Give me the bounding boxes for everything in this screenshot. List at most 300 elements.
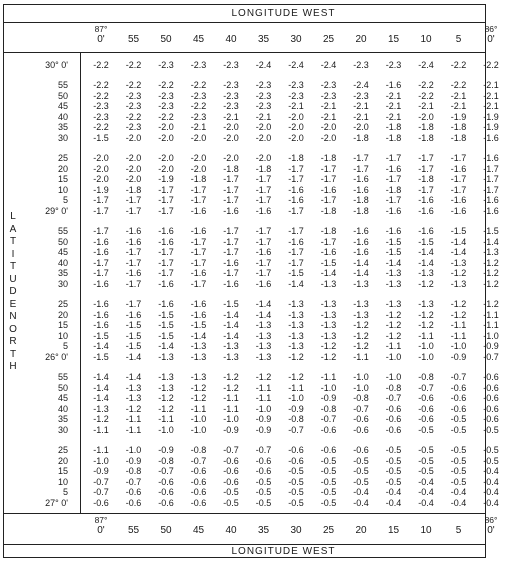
table-cell: -2.0 bbox=[190, 132, 207, 143]
longitude-title-top: LONGITUDE WEST bbox=[231, 8, 336, 19]
table-cell: -1.3 bbox=[125, 393, 142, 403]
table-cell: -2.1 bbox=[320, 111, 337, 122]
table-cell: -0.6 bbox=[190, 487, 207, 497]
latitude-row-label: 55 bbox=[57, 80, 68, 90]
latitude-row-label: 55 bbox=[57, 372, 68, 382]
table-cell: -1.4 bbox=[353, 257, 369, 268]
table-cell: -1.0 bbox=[385, 351, 402, 362]
table-cell: -1.6 bbox=[190, 309, 207, 320]
table-cell: -2.0 bbox=[190, 163, 207, 174]
table-cell: -2.1 bbox=[190, 122, 207, 132]
table-cell: -1.7 bbox=[125, 278, 142, 289]
table-cell: -1.0 bbox=[93, 455, 109, 466]
table-row bbox=[4, 90, 499, 101]
table-cell: -0.6 bbox=[320, 445, 337, 455]
table-cell: -1.7 bbox=[483, 174, 499, 184]
table-row bbox=[4, 205, 499, 216]
table-cell: -1.5 bbox=[385, 236, 402, 247]
table-cell: -1.3 bbox=[288, 309, 304, 320]
table-cell: -0.5 bbox=[288, 476, 304, 487]
table-cell: -1.1 bbox=[353, 351, 369, 362]
table-cell: -0.9 bbox=[450, 351, 467, 362]
table-row bbox=[4, 299, 499, 309]
table-cell: -1.6 bbox=[158, 236, 174, 247]
table-cell: -1.3 bbox=[418, 299, 434, 309]
table-cell: -1.6 bbox=[288, 236, 304, 247]
table-cell: -1.2 bbox=[353, 341, 369, 351]
table-cell: -1.8 bbox=[223, 163, 239, 174]
table-cell: -2.1 bbox=[288, 101, 304, 111]
table-cell: -1.4 bbox=[93, 393, 109, 403]
table-cell: -1.6 bbox=[353, 174, 369, 184]
table-cell: -1.4 bbox=[255, 299, 272, 309]
table-cell: -2.3 bbox=[288, 80, 304, 90]
latitude-row-label: 50 bbox=[57, 236, 68, 247]
table-cell: -1.7 bbox=[190, 247, 207, 257]
table-cell: -2.2 bbox=[125, 60, 142, 70]
table-cell: -1.6 bbox=[483, 132, 499, 143]
table-cell: -2.2 bbox=[190, 80, 207, 90]
table-cell: -1.8 bbox=[320, 226, 337, 236]
table-cell: -1.7 bbox=[320, 195, 337, 205]
table-cell: -1.0 bbox=[190, 424, 207, 435]
table-cell: -2.3 bbox=[255, 80, 272, 90]
table-cell: -1.6 bbox=[450, 205, 467, 216]
table-cell: -2.2 bbox=[125, 111, 142, 122]
table-cell: -1.6 bbox=[125, 236, 142, 247]
table-cell: -2.0 bbox=[353, 122, 369, 132]
table-cell: -2.1 bbox=[353, 101, 369, 111]
table-row bbox=[4, 122, 499, 132]
table-cell: -1.4 bbox=[93, 372, 109, 382]
table-cell: -1.5 bbox=[158, 309, 174, 320]
table-cell: -1.2 bbox=[93, 414, 109, 424]
latitude-row-label: 45 bbox=[57, 101, 68, 111]
table-cell: -1.2 bbox=[450, 309, 467, 320]
table-cell: -0.6 bbox=[255, 466, 272, 476]
latitude-row-label: 15 bbox=[57, 466, 68, 476]
table-cell: -1.5 bbox=[158, 330, 174, 341]
table-cell: -2.1 bbox=[255, 111, 272, 122]
table-cell: -1.3 bbox=[158, 382, 174, 393]
table-cell: -0.8 bbox=[190, 445, 207, 455]
table-row bbox=[4, 111, 499, 122]
longitude-column-header bbox=[214, 34, 248, 45]
table-cell: -1.4 bbox=[418, 247, 434, 257]
table-cell: -1.0 bbox=[353, 382, 369, 393]
table-cell: -1.2 bbox=[353, 320, 369, 330]
table-cell: -2.3 bbox=[158, 60, 174, 70]
table-cell: -0.8 bbox=[125, 466, 142, 476]
table-cell: -1.1 bbox=[125, 414, 142, 424]
table-cell: -1.9 bbox=[158, 174, 174, 184]
table-cell: -2.0 bbox=[125, 132, 142, 143]
table-cell: -0.6 bbox=[418, 403, 434, 414]
table-cell: -1.7 bbox=[288, 226, 304, 236]
table-cell: -1.9 bbox=[483, 122, 499, 132]
latitude-row-label: 30 bbox=[57, 132, 68, 143]
table-row bbox=[4, 372, 499, 382]
table-row bbox=[4, 403, 499, 414]
table-cell: -1.7 bbox=[223, 236, 239, 247]
table-cell: -0.9 bbox=[288, 403, 304, 414]
table-cell: -1.3 bbox=[288, 341, 304, 351]
table-cell: -1.3 bbox=[450, 257, 467, 268]
table-cell: -2.0 bbox=[255, 122, 272, 132]
table-cell: -1.8 bbox=[125, 184, 142, 195]
table-cell: -1.1 bbox=[255, 382, 272, 393]
table-cell: -2.2 bbox=[190, 101, 207, 111]
table-cell: -1.7 bbox=[158, 195, 174, 205]
table-cell: -0.6 bbox=[385, 414, 402, 424]
table-cell: -0.5 bbox=[483, 424, 499, 435]
table-cell: -0.6 bbox=[158, 487, 174, 497]
table-cell: -1.1 bbox=[418, 330, 434, 341]
table-cell: -0.5 bbox=[418, 424, 434, 435]
table-cell: -1.4 bbox=[450, 247, 467, 257]
longitude-minute: 5 bbox=[455, 34, 462, 45]
table-cell: -1.5 bbox=[93, 351, 109, 362]
latitude-row-label: 35 bbox=[57, 122, 68, 132]
table-cell: -1.6 bbox=[255, 278, 272, 289]
table-cell: -1.7 bbox=[158, 257, 174, 268]
longitude-minute: 35 bbox=[257, 525, 270, 536]
table-cell: -0.7 bbox=[353, 403, 369, 414]
latitude-row-label: 15 bbox=[57, 174, 68, 184]
table-cell: -0.6 bbox=[353, 414, 369, 424]
longitude-minute: 35 bbox=[257, 34, 270, 45]
table-cell: -0.4 bbox=[483, 476, 499, 487]
table-cell: -2.0 bbox=[93, 163, 109, 174]
table-cell: -0.7 bbox=[483, 351, 499, 362]
table-cell: -0.6 bbox=[190, 497, 207, 508]
table-cell: -2.2 bbox=[93, 90, 109, 101]
table-cell: -1.3 bbox=[353, 309, 369, 320]
table-cell: -1.1 bbox=[158, 414, 174, 424]
latitude-row-label: 10 bbox=[57, 476, 68, 487]
table-cell: -1.6 bbox=[223, 278, 239, 289]
table-cell: -1.3 bbox=[190, 341, 207, 351]
table-cell: -2.2 bbox=[483, 60, 499, 70]
table-cell: -0.6 bbox=[320, 424, 337, 435]
table-cell: -1.5 bbox=[418, 236, 434, 247]
longitude-minute: 25 bbox=[322, 525, 335, 536]
table-cell: -1.7 bbox=[125, 205, 142, 216]
table-cell: -1.7 bbox=[255, 195, 272, 205]
table-cell: -2.2 bbox=[158, 111, 174, 122]
table-cell: -1.1 bbox=[320, 372, 337, 382]
table-row bbox=[4, 257, 499, 268]
table-cell: -1.7 bbox=[190, 236, 207, 247]
table-cell: -1.8 bbox=[255, 163, 272, 174]
table-cell: -2.1 bbox=[385, 90, 402, 101]
table-cell: -1.3 bbox=[288, 330, 304, 341]
latitude-row-label: 5 bbox=[62, 195, 68, 205]
table-cell: -1.6 bbox=[353, 184, 369, 195]
table-cell: -2.2 bbox=[418, 90, 434, 101]
table-cell: -2.1 bbox=[483, 80, 499, 90]
table-cell: -2.3 bbox=[158, 90, 174, 101]
table-cell: -2.3 bbox=[190, 111, 207, 122]
table-cell: -1.6 bbox=[288, 184, 304, 195]
table-cell: -0.5 bbox=[450, 424, 467, 435]
longitude-minute: 40 bbox=[225, 525, 237, 536]
table-cell: -1.7 bbox=[223, 247, 239, 257]
latitude-row-label: 25 bbox=[57, 445, 68, 455]
table-cell: -0.9 bbox=[223, 424, 239, 435]
latitude-row-label: 40 bbox=[57, 111, 68, 122]
table-cell: -2.3 bbox=[190, 60, 207, 70]
latitude-row-label: 25 bbox=[57, 299, 68, 309]
table-cell: -0.6 bbox=[418, 414, 434, 424]
table-cell: -2.2 bbox=[418, 80, 434, 90]
table-cell: -0.5 bbox=[223, 497, 239, 508]
table-cell: -1.5 bbox=[223, 299, 239, 309]
longitude-minute: 40 bbox=[225, 34, 237, 45]
latitude-row-label: 50 bbox=[57, 90, 68, 101]
table-cell: -1.3 bbox=[353, 278, 369, 289]
table-cell: -0.6 bbox=[93, 497, 109, 508]
latitude-letter: R bbox=[9, 336, 17, 347]
table-cell: -0.5 bbox=[288, 466, 304, 476]
longitude-column-header bbox=[377, 34, 411, 45]
latitude-letter: N bbox=[9, 311, 17, 322]
table-cell: -1.4 bbox=[288, 278, 304, 289]
table-cell: -1.5 bbox=[483, 226, 499, 236]
table-cell: -2.0 bbox=[125, 163, 142, 174]
latitude-row-label: 25 bbox=[57, 153, 68, 163]
table-cell: -0.5 bbox=[418, 466, 434, 476]
latitude-row-label: 29° 0' bbox=[45, 205, 68, 216]
table-row bbox=[4, 174, 499, 184]
table-row bbox=[4, 268, 499, 278]
table-cell: -2.0 bbox=[190, 153, 207, 163]
table-cell: -1.4 bbox=[255, 309, 272, 320]
latitude-row-label: 5 bbox=[62, 487, 68, 497]
table-cell: -1.1 bbox=[93, 424, 109, 435]
table-cell: -2.4 bbox=[320, 60, 337, 70]
table-cell: -1.5 bbox=[450, 226, 467, 236]
table-cell: -1.6 bbox=[158, 299, 174, 309]
longitude-column-header bbox=[279, 34, 313, 45]
table-cell: -1.1 bbox=[288, 382, 304, 393]
table-cell: -1.3 bbox=[255, 320, 272, 330]
table-cell: -2.1 bbox=[483, 101, 499, 111]
table-cell: -0.9 bbox=[320, 393, 337, 403]
table-cell: -0.6 bbox=[158, 497, 174, 508]
longitude-column-header bbox=[182, 525, 216, 536]
table-cell: -1.8 bbox=[353, 205, 369, 216]
latitude-letter: H bbox=[9, 361, 17, 372]
table-cell: -0.9 bbox=[125, 455, 142, 466]
table-cell: -1.6 bbox=[158, 226, 174, 236]
table-cell: -2.3 bbox=[125, 90, 142, 101]
longitude-column-header bbox=[442, 525, 476, 536]
table-cell: -0.4 bbox=[483, 487, 499, 497]
table-cell: -0.5 bbox=[418, 455, 434, 466]
table-cell: -1.3 bbox=[320, 330, 337, 341]
longitude-column-header bbox=[409, 34, 443, 45]
table-cell: -0.5 bbox=[450, 466, 467, 476]
table-cell: -1.2 bbox=[385, 330, 402, 341]
table-cell: -0.5 bbox=[450, 476, 467, 487]
table-cell: -1.7 bbox=[418, 163, 434, 174]
table-cell: -2.0 bbox=[288, 111, 304, 122]
table-cell: -2.4 bbox=[353, 80, 369, 90]
table-cell: -2.0 bbox=[255, 132, 272, 143]
table-cell: -1.7 bbox=[288, 247, 304, 257]
table-cell: -0.5 bbox=[385, 466, 402, 476]
table-cell: -0.8 bbox=[158, 455, 174, 466]
table-row bbox=[4, 393, 499, 403]
table-cell: -2.3 bbox=[223, 90, 239, 101]
table-cell: -1.2 bbox=[125, 403, 142, 414]
longitude-minute: 15 bbox=[387, 34, 400, 45]
table-cell: -1.6 bbox=[190, 205, 207, 216]
longitude-title-bottom: LONGITUDE WEST bbox=[231, 546, 336, 557]
table-cell: -1.7 bbox=[223, 268, 239, 278]
latitude-row-label: 10 bbox=[57, 330, 68, 341]
latitude-letter: O bbox=[9, 323, 17, 335]
table-cell: -1.8 bbox=[450, 132, 467, 143]
latitude-letter: E bbox=[9, 298, 17, 310]
table-cell: -0.6 bbox=[418, 393, 434, 403]
table-cell: -1.2 bbox=[385, 320, 402, 330]
table-cell: -2.1 bbox=[385, 111, 402, 122]
table-cell: -1.6 bbox=[385, 205, 402, 216]
latitude-letter: U bbox=[9, 273, 17, 285]
table-cell: -2.0 bbox=[158, 163, 174, 174]
table-cell: -1.5 bbox=[125, 330, 142, 341]
table-cell: -2.0 bbox=[255, 153, 272, 163]
table-cell: -0.4 bbox=[483, 466, 499, 476]
latitude-row-label: 20 bbox=[57, 163, 68, 174]
table-row bbox=[4, 184, 499, 195]
table-cell: -0.4 bbox=[418, 487, 434, 497]
table-cell: -0.5 bbox=[353, 476, 369, 487]
table-cell: -1.2 bbox=[320, 351, 337, 362]
table-row bbox=[4, 476, 499, 487]
table-cell: -1.2 bbox=[418, 278, 434, 289]
table-cell: -0.4 bbox=[385, 487, 402, 497]
longitude-column-header bbox=[344, 525, 378, 536]
divider bbox=[4, 52, 485, 53]
table-cell: -1.6 bbox=[385, 163, 402, 174]
table-cell: -1.6 bbox=[190, 226, 207, 236]
table-cell: -0.6 bbox=[223, 476, 239, 487]
table-cell: -1.6 bbox=[125, 309, 142, 320]
table-cell: -1.1 bbox=[223, 393, 239, 403]
table-cell: -0.8 bbox=[288, 414, 304, 424]
table-cell: -0.5 bbox=[385, 455, 402, 466]
table-cell: -1.0 bbox=[158, 424, 174, 435]
table-cell: -1.1 bbox=[93, 445, 109, 455]
table-cell: -1.0 bbox=[450, 341, 467, 351]
table-cell: -1.2 bbox=[483, 268, 499, 278]
table-cell: -1.6 bbox=[125, 268, 142, 278]
table-cell: -0.4 bbox=[353, 497, 369, 508]
table-cell: -1.7 bbox=[158, 205, 174, 216]
table-cell: -1.4 bbox=[483, 236, 499, 247]
table-cell: -1.3 bbox=[320, 278, 337, 289]
table-cell: -2.0 bbox=[223, 153, 239, 163]
table-cell: -2.3 bbox=[93, 101, 109, 111]
table-cell: -1.3 bbox=[93, 403, 109, 414]
table-cell: -1.2 bbox=[190, 393, 207, 403]
table-cell: -0.6 bbox=[385, 403, 402, 414]
row-group bbox=[4, 372, 499, 435]
table-cell: -0.6 bbox=[483, 382, 499, 393]
longitude-column-header bbox=[149, 525, 183, 536]
table-cell: -0.5 bbox=[255, 497, 272, 508]
longitude-minute: 50 bbox=[160, 525, 172, 536]
table-cell: -1.7 bbox=[190, 257, 207, 268]
table-cell: -1.7 bbox=[125, 247, 142, 257]
table-cell: -1.8 bbox=[353, 195, 369, 205]
table-row bbox=[4, 236, 499, 247]
table-cell: -0.5 bbox=[450, 414, 467, 424]
table-cell: -2.1 bbox=[320, 101, 337, 111]
longitude-minute: 10 bbox=[420, 525, 432, 536]
table-cell: -1.2 bbox=[223, 372, 239, 382]
table-row bbox=[4, 153, 499, 163]
table-cell: -1.1 bbox=[450, 330, 467, 341]
longitude-column-header bbox=[377, 525, 411, 536]
table-cell: -0.5 bbox=[418, 445, 434, 455]
latitude-row-label: 27° 0' bbox=[45, 497, 68, 508]
table-cell: -1.3 bbox=[255, 341, 272, 351]
table-cell: -2.0 bbox=[320, 132, 337, 143]
table-cell: -1.7 bbox=[125, 299, 142, 309]
table-cell: -0.4 bbox=[450, 487, 467, 497]
table-cell: -1.8 bbox=[385, 132, 402, 143]
table-cell: -0.8 bbox=[353, 393, 369, 403]
table-cell: -0.9 bbox=[93, 466, 109, 476]
table-cell: -1.7 bbox=[288, 205, 304, 216]
table-cell: -1.4 bbox=[125, 372, 142, 382]
table-cell: -1.2 bbox=[483, 299, 499, 309]
table-cell: -0.6 bbox=[223, 455, 239, 466]
table-cell: -1.5 bbox=[93, 330, 109, 341]
table-cell: -1.0 bbox=[353, 372, 369, 382]
table-cell: -1.3 bbox=[190, 372, 207, 382]
table-row bbox=[4, 414, 499, 424]
table-cell: -1.2 bbox=[158, 393, 174, 403]
table-cell: -2.1 bbox=[450, 90, 467, 101]
table-cell: -2.4 bbox=[288, 60, 304, 70]
table-cell: -2.3 bbox=[320, 80, 337, 90]
table-row bbox=[4, 351, 499, 362]
table-cell: -1.2 bbox=[353, 330, 369, 341]
table-cell: -0.6 bbox=[385, 424, 402, 435]
table-row bbox=[4, 424, 499, 435]
table-cell: -0.6 bbox=[483, 393, 499, 403]
table-cell: -0.6 bbox=[190, 476, 207, 487]
table-row bbox=[4, 320, 499, 330]
table-cell: -1.5 bbox=[93, 132, 109, 143]
longitude-minute: 0' bbox=[487, 525, 495, 536]
table-cell: -1.3 bbox=[158, 351, 174, 362]
longitude-minute: 0' bbox=[487, 34, 495, 45]
table-cell: -2.0 bbox=[93, 153, 109, 163]
longitude-column-header bbox=[474, 24, 508, 45]
latitude-letter: T bbox=[9, 236, 17, 247]
longitude-minute: 50 bbox=[160, 34, 172, 45]
table-cell: -1.1 bbox=[483, 309, 499, 320]
table-cell: -1.1 bbox=[190, 403, 207, 414]
table-cell: -1.5 bbox=[125, 341, 142, 351]
table-cell: -0.6 bbox=[483, 414, 499, 424]
